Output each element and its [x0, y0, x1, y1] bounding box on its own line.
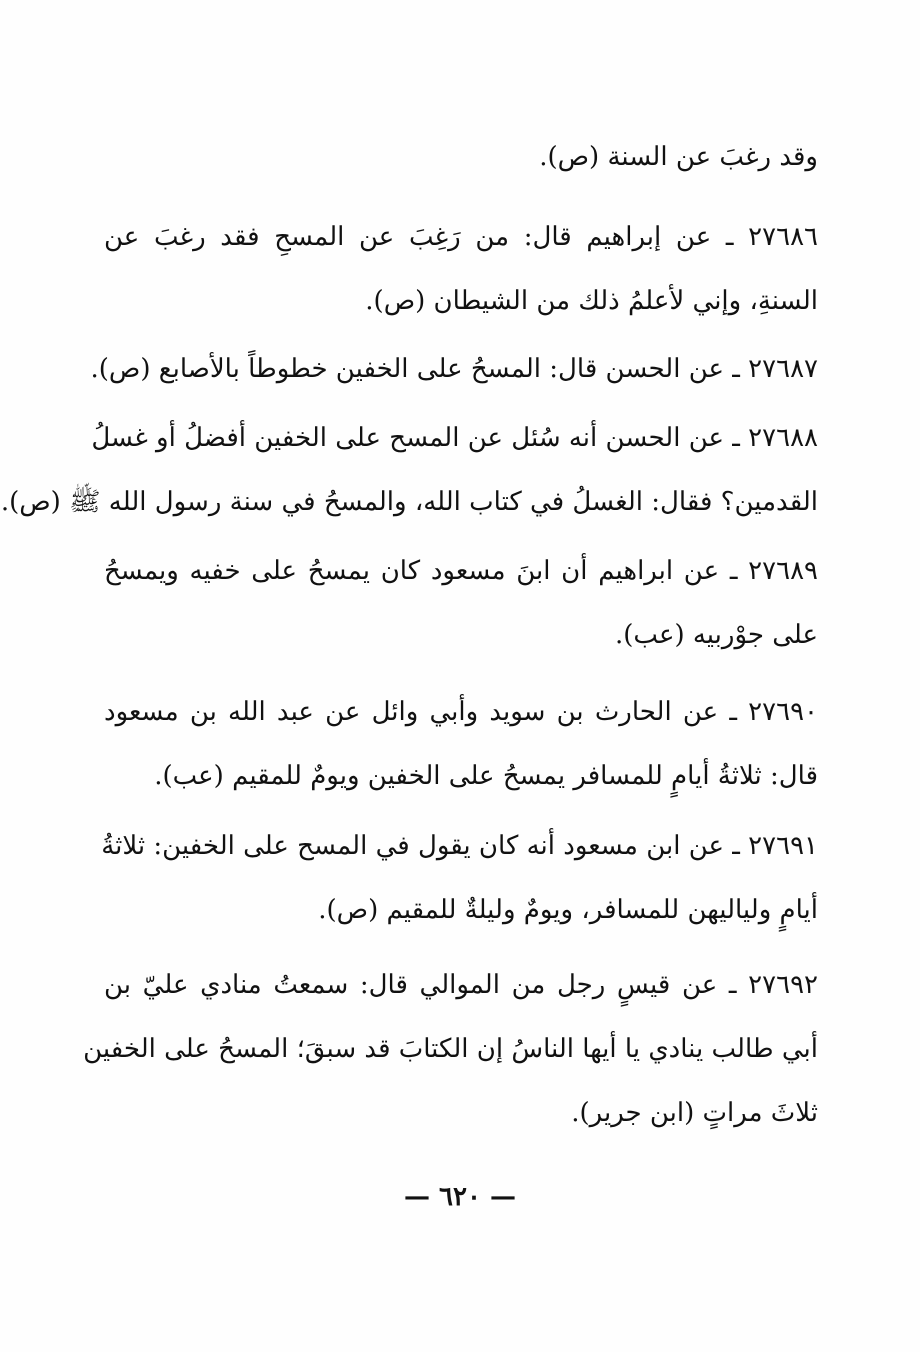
line-12: أيامٍ ولياليهن للمسافر، ويومٌ وليلةٌ للمقيم (ص). [318, 895, 818, 925]
line-7: ٢٧٦٨٩ ـ عن ابراهيم أن ابنَ مسعود كان يمسحُ على خفيه ويمسحُ [104, 556, 818, 586]
line-11: ٢٧٦٩١ ـ عن ابن مسعود أنه كان يقول في المسح على الخفين: ثلاثةُ [101, 831, 818, 861]
line-13: ٢٧٦٩٢ ـ عن قيسٍ رجل من الموالي قال: سمعتُ منادي عليّ بن [104, 970, 818, 1000]
line-14: أبي طالب ينادي يا أيها الناسُ إن الكتابَ قد سبقَ؛ المسحُ على الخفين [83, 1034, 818, 1064]
page-number: — ٦٢٠ — [403, 1182, 517, 1212]
hadith-27688 [0, 406, 818, 534]
line-8: على جوْربيه (عب). [615, 620, 818, 650]
line-6: القدمين؟ فقال: الغسلُ في كتاب الله، والمسحُ في سنة رسول الله ﷺ (ص). [0, 487, 818, 517]
hadith-27691 [101, 814, 818, 942]
line-5: ٢٧٦٨٨ ـ عن الحسن أنه سُئل عن المسح على الخفين أفضلُ أو غسلُ [91, 423, 818, 453]
text-line [198, 125, 818, 189]
hadith-27690 [104, 680, 818, 808]
line-9: ٢٧٦٩٠ ـ عن الحارث بن سويد وأبي وائل عن عبد الله بن مسعود [104, 697, 818, 727]
line-2: ٢٧٦٨٦ ـ عن إبراهيم قال: من رَغِبَ عن المسحِ فقد رغبَ عن [104, 222, 818, 252]
hadith-27686 [104, 205, 818, 333]
line-10: قال: ثلاثةُ أيامٍ للمسافر يمسحُ على الخفين ويومٌ للمقيم (عب). [154, 761, 818, 791]
hadith-27687 [90, 337, 818, 401]
hadith-27692 [83, 953, 818, 1145]
line-1: وقد رغبَ عن السنة (ص). [539, 142, 818, 172]
hadith-27689 [104, 539, 818, 667]
line-4: ٢٧٦٨٧ ـ عن الحسن قال: المسحُ على الخفين خطوطاً بالأصابع (ص). [90, 354, 818, 384]
line-3: السنةِ، وإني لأعلمُ ذلك من الشيطان (ص). [365, 286, 818, 316]
line-15: ثلاثَ مراتٍ (ابن جرير). [571, 1098, 818, 1128]
